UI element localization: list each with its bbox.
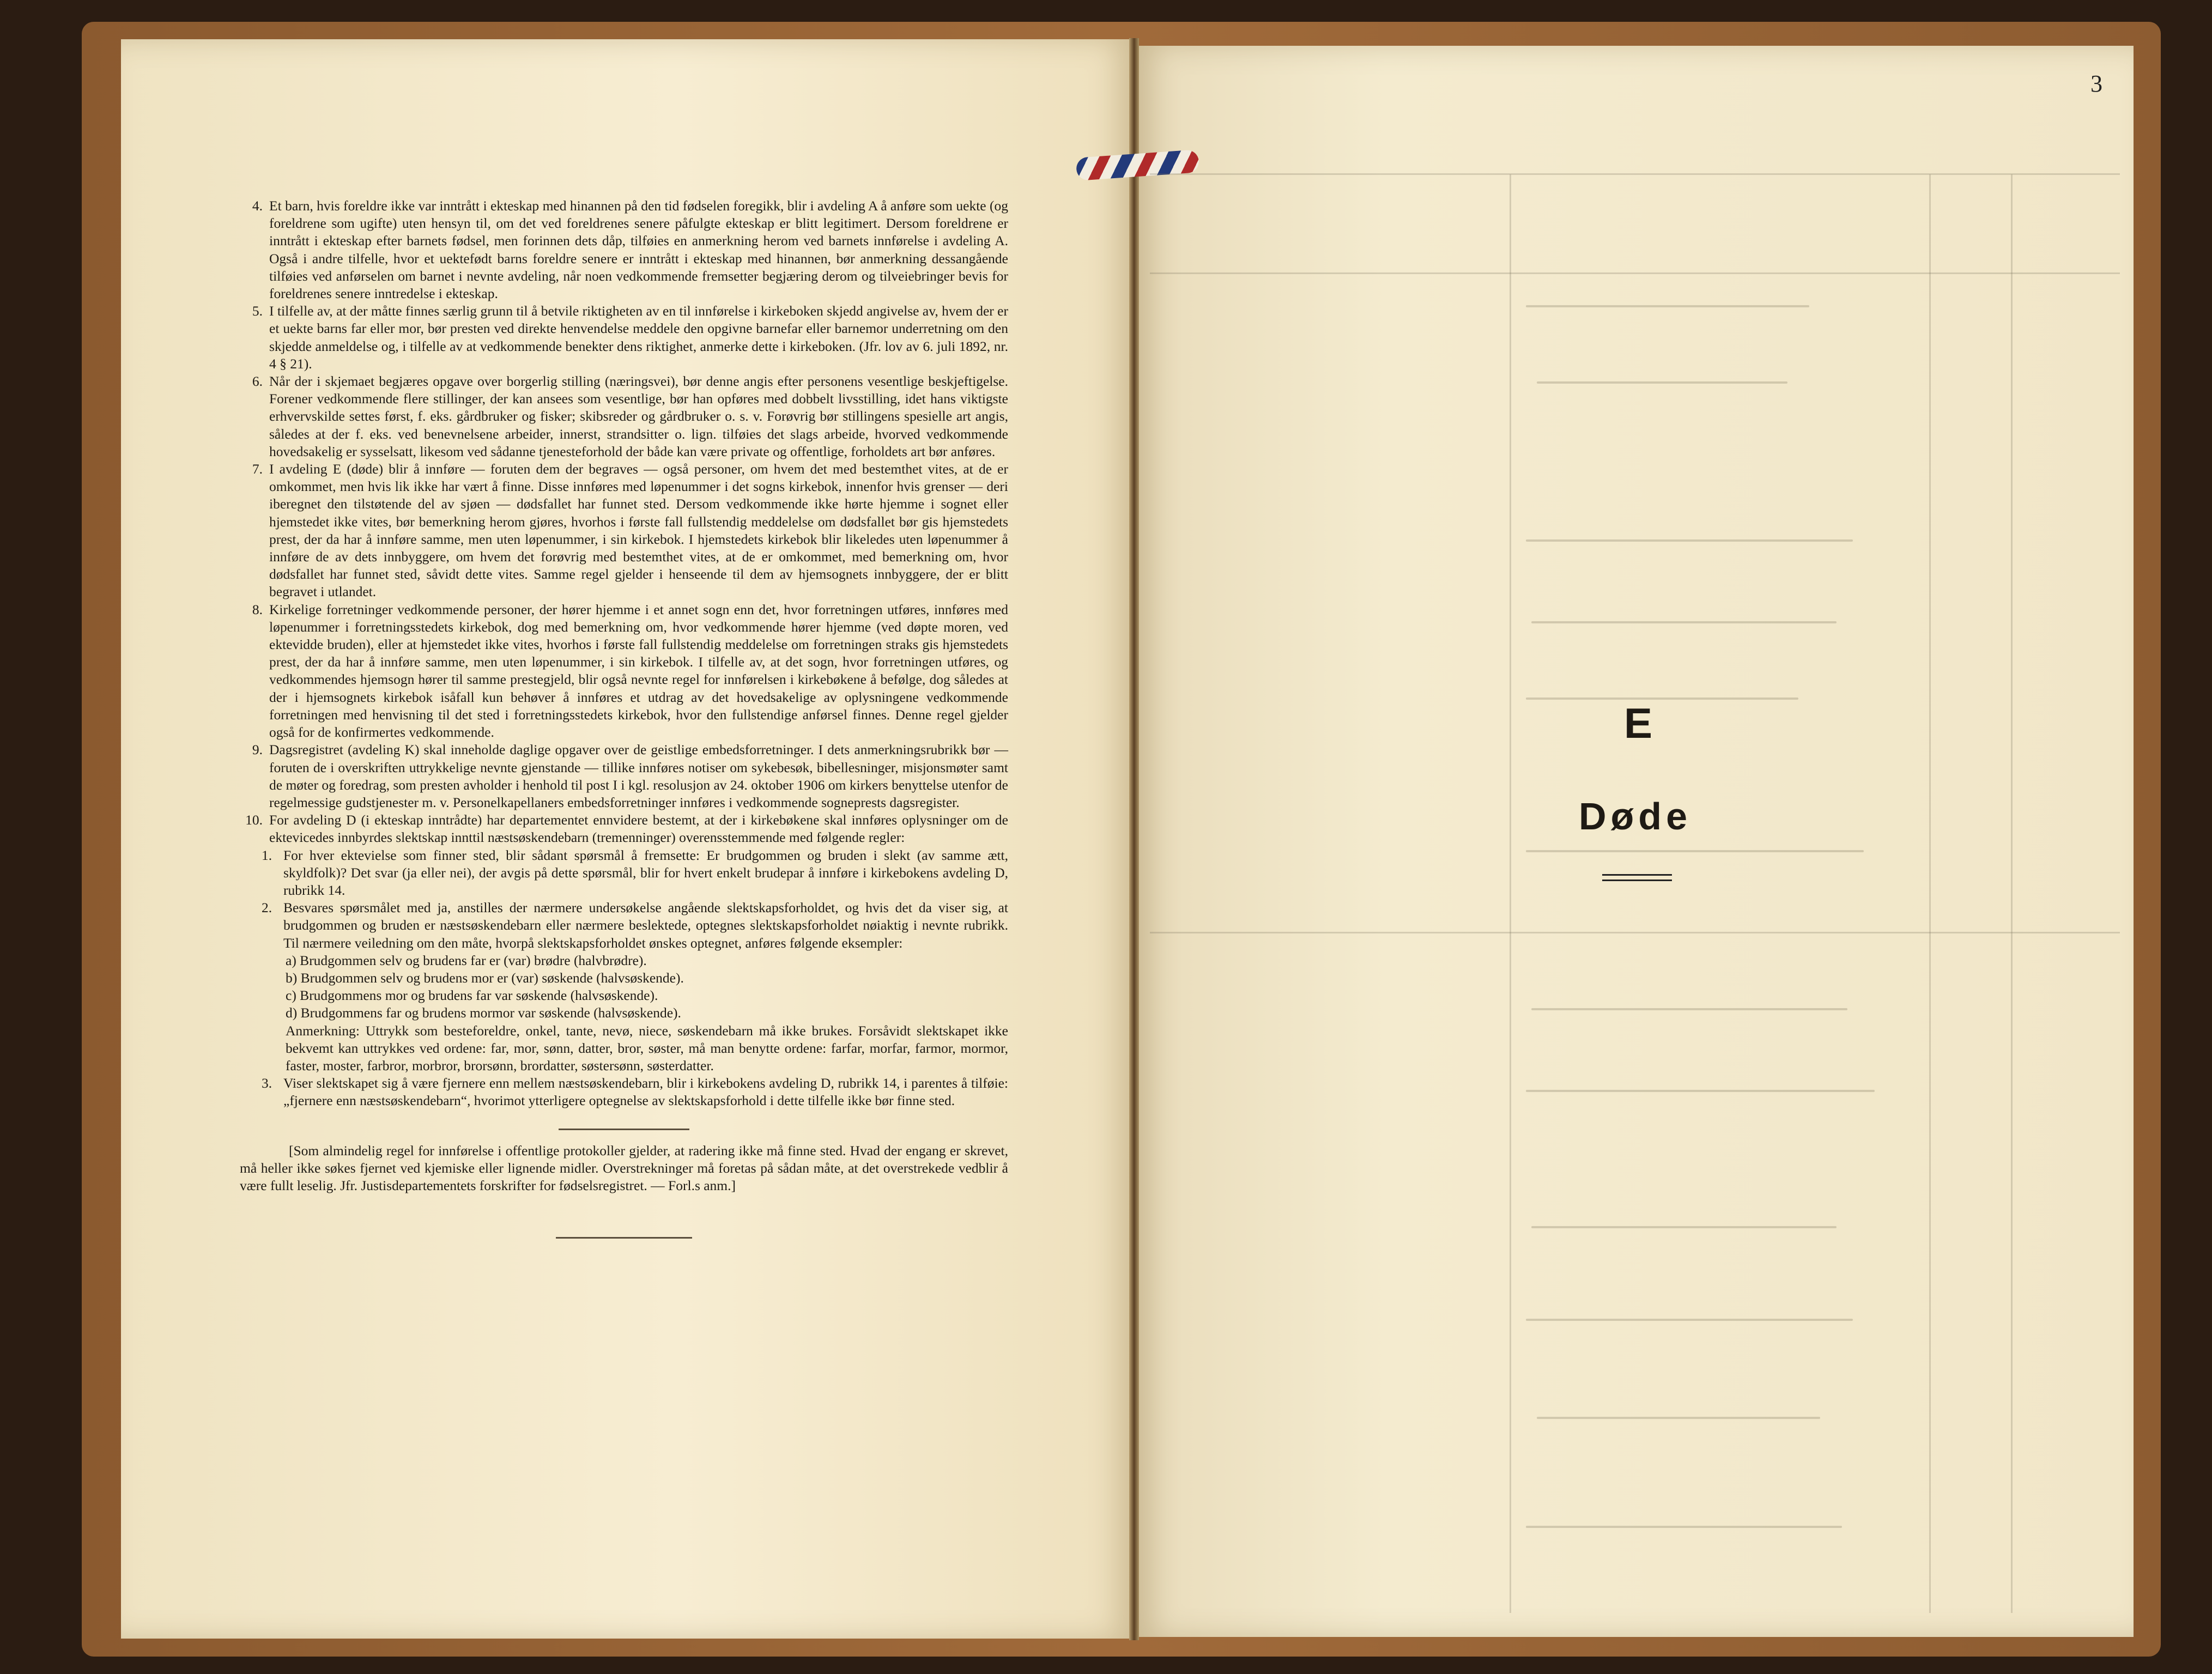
ghost-table-rule (1150, 173, 2120, 175)
right-page (1136, 46, 2134, 1637)
sub-rule: 3. Viser slektskapet sig å være fjernere enn mellem næstsøskendebarn, blir i kirkebokens avdeling D, rubrikk 14, i parentes å tilføie: „fjernere enn næstsøskendebarn“, hvorimot ytterligere optegnelse av slektskapsforhold i dette tilfelle ikke bør finne sted. (262, 1075, 1008, 1109)
sub-rule: 2. Besvares spørsmålet med ja, anstilles der nærmere undersøkelse angående slektskapsforholdet, og hvis det da viser sig, at brudgommen og bruden er næstsøskendebarn eller nærmere beslektede, optegnes slektskapsforholdet nøiaktig i nevnte rubrikk. Til nærmere veiledning om den måte, hvorpå slektskapsforholdet ønskes optegnet, anføres følgende eksempler: (262, 900, 1008, 951)
ghost-table-rule (2011, 174, 2013, 1613)
instructions-text (240, 197, 1008, 1239)
instruction-item: 9. Dagsregistret (avdeling K) skal inneholde daglige opgaver over de geistlige embedsforretninger. I dets anmerkningsrubrikk bør — foruten de i overskriften uttrykkelige nevnte gjenstande — tillike innføres notiser om sykebesøk, bibellesninger, misjonsmøter samt de møter og foredrag, som presten avholder i henhold til post I i kgl. resolusjon av 24. oktober 1906 om kirkers benyttelse utenfor de regelmessige gudstjenester m. v. Personelkapellaners embedsforretninger innføres i vedkommende sogneprests dagsregister. (252, 742, 1008, 810)
ghost-handwriting (1531, 1008, 1847, 1010)
instruction-item: 10. For avdeling D (i ekteskap inntrådte) har departementet ennvidere bestemt, at der i kirkebøkene skal innføres oplysninger om de ektevicedes innbyrdes slektskap innttil næstsøskendebarn (tremenninger) overensstemmende med følgende regler: (245, 812, 1008, 846)
instruction-item: 5. I tilfelle av, at der måtte finnes særlig grunn til å betvile riktigheten av en til innførelse i kirkeboken skjedd angivelse av, hvem der er et uekte barns far eller mor, bør presten ved direkte henvendelse meddele den opgivne barnefar eller barnemor underretning om den skjedde anmeldelse og, i tilfelle av at vedkommende benekter dens riktighet, anmerke dette i kirkeboken. (Jfr. lov av 6. juli 1892, nr. 4 § 21). (252, 303, 1008, 372)
section-letter: E (1624, 699, 1653, 747)
example-line: b) Brudgommen selv og brudens mor er (var) søskende (halvsøskende). (286, 969, 684, 986)
page-number: 3 (2090, 70, 2102, 97)
example-line: c) Brudgommens mor og brudens far var søskende (halvsøskende). (286, 987, 658, 1004)
ghost-table-rule (1510, 174, 1511, 1613)
separator-rule (556, 1237, 692, 1239)
instruction-item: 7. I avdeling E (døde) blir å innføre — foruten dem der begraves — også personer, om hvem det med bestemthet vites, at de er omkommet, men hvis lik ikke har vært å finne. Disse innføres med løpenummer i det sogns kirkebok, innenfor hvis grenser — deri iberegnet den tilstøtende del av sjøen — dødsfallet har funnet sted. Dersom vedkommende ikke hørte hjemme i sognet eller hjemstedet ikke vites, bør bemerkning herom gjøres, hvorhos i første fall fullstendig meddelelse om dødsfallet bør gis hjemstedets prest, der da har å innføre samme, men uten løpenummer, i sin kirkebok. I hjemstedets kirkebok blir likeledes uten løpenummer å innføre de av dets innbyggere, om hvem det forøvrig med bestemthet vites, at de er omkommet, med bemerkning om, hvor dødsfallet har funnet sted, såvidt dette vites. Samme regel gjelder i henseende til dem av hjemsognets innbyggere, der er blitt begravet i utlandet. (252, 461, 1008, 600)
title-underline (1602, 874, 1672, 876)
ghost-table-rule (1929, 174, 1931, 1613)
ghost-handwriting (1526, 1090, 1875, 1092)
section-title: Døde (1579, 795, 1692, 838)
example-line: a) Brudgommen selv og brudens far er (var) brødre (halvbrødre). (286, 952, 647, 968)
book-gutter (1129, 38, 1139, 1640)
ghost-handwriting (1537, 1417, 1820, 1419)
sub-rule: 1. For hver ektevielse som finner sted, blir sådant spørsmål å fremsette: Er brudgommen og bruden i slekt (av samme ætt, skyldfolk)? Det svar (ja eller nei), der avgis på dette spørsmål, blir for hvert enkelt brudepar å innføre i kirkebokens avdeling D, rubrikk 14. (262, 847, 1008, 898)
ghost-handwriting (1526, 539, 1853, 542)
ghost-handwriting (1537, 381, 1787, 384)
ghost-table-rule (1150, 932, 2120, 933)
ghost-handwriting (1526, 698, 1798, 700)
ghost-handwriting (1531, 1226, 1837, 1228)
title-underline (1602, 880, 1672, 881)
ghost-handwriting (1531, 621, 1837, 623)
ghost-handwriting (1526, 850, 1864, 852)
instruction-item: 8. Kirkelige forretninger vedkommende personer, der hører hjemme i et annet sogn enn det, hvor forretningen utføres, innføres med løpenummer i forretningsstedets kirkebok, dog med bemerkning om, hvor vedkommende hører hjemme (ved døpte moren, ved ektevidde bruden), eller at hjemstedet ikke vites, hvorhos i første fall fullstendig meddelelse om forretningen straks gis hjemstedets prest, der da har å innføre samme, men uten løpenummer, i sin kirkebok. I tilfelle av, at det sogn, hvor forretningen utføres, og vedkommendes hjemsogn hører til samme prestegjeld, blir også nevnte regel for innførelsen i kirkebøkene å befølge, dog således at der i hjemsognets kirkebok isåfall kun behøver å innføres et utdrag av det hovedsakelige av oplysningene vedkommende forretningen med henvisning til det sted i forretningsstedets kirkebok, hvor den fullstendige anførsel finnes. Denne regel gjelder også for de konfirmertes vedkommende. (252, 601, 1008, 741)
instruction-item: 4. Et barn, hvis foreldre ikke var inntrått i ekteskap med hinannen på den tid fødselen foregikk, blir i avdeling A å anføre som uekte (og foreldrene som ugifte) uten hensyn til, om det ved foreldrenes senere påfulgte ekteskap er blitt legitimert. Dersom foreldrene er inntrått i ekteskap efter barnets fødsel, men forinnen dets dåp, tilføies en anmerkning herom ved barnets innførelse i avdeling A. Også i andre tilfelle, hvor et uektefødt barns foreldre senere er inntrått i ekteskap med hinannen, bør anmerkning dessangående tilføies ved anførselen om barnet i nevnte avdeling, når noen vedkommende fremsetter begjæring derom og tilveiebringer bevis for foreldrenes senere inntredelse i ekteskap. (252, 198, 1008, 302)
ghost-handwriting (1526, 1526, 1842, 1528)
example-line: d) Brudgommens far og brudens mormor var søskende (halvsøskende). (286, 1005, 681, 1021)
remark: Anmerkning: Uttrykk som besteforeldre, onkel, tante, nevø, niece, søskendebarn må ikke brukes. Forsåvidt slektskapet ikke bekvemt kan uttrykkes ved ordene: far, mor, sønn, datter, bror, søster, må man benytte ordene: farfar, morfar, farmor, mormor, faster, moster, farbror, morbror, brorsønn, brordatter, søstersønn, søsterdatter. (286, 1022, 1008, 1073)
ghost-table-rule (1150, 272, 2120, 274)
separator-rule (559, 1129, 689, 1130)
ghost-handwriting (1526, 1319, 1853, 1321)
instruction-item: 6. Når der i skjemaet begjæres opgave over borgerlig stilling (næringsvei), bør denne angis efter personens vesentlige beskjeftigelse. Forener vedkommende flere stillinger, der kan ansees som vesentlige, bør han opføres med dobbelt livsstilling, idet hans viktigste erhvervskilde settes først, f. eks. gårdbruker og fisker; skibsreder og gårdbruker o. s. v. Forøvrig bør stillingens spesielle art angis, således at der f. eks. ved benevnelsene arbeider, innerst, strandsitter o. lign. tilføies det slags arbeide, hvorved vedkommende hovedsakelig er sysselsatt, likesom ved sådanne tjenesteforhold der både kan være private og offentlige, forholdets art bør anføres. (252, 373, 1008, 459)
ghost-handwriting (1526, 305, 1809, 307)
footnote: [Som almindelig regel for innførelse i offentlige protokoller gjelder, at radering ikke må finne sted. Hvad der engang er skrevet, må heller ikke søkes fjernet ved kjemiske eller lignende midler. Overstrekninger må foretas på sådan måte, at det overstrekede vedblir å være fullt leselig. Jfr. Justisdepartementets forskrifter for fødselsregistret. — Forl.s anm.] (240, 1142, 1008, 1193)
